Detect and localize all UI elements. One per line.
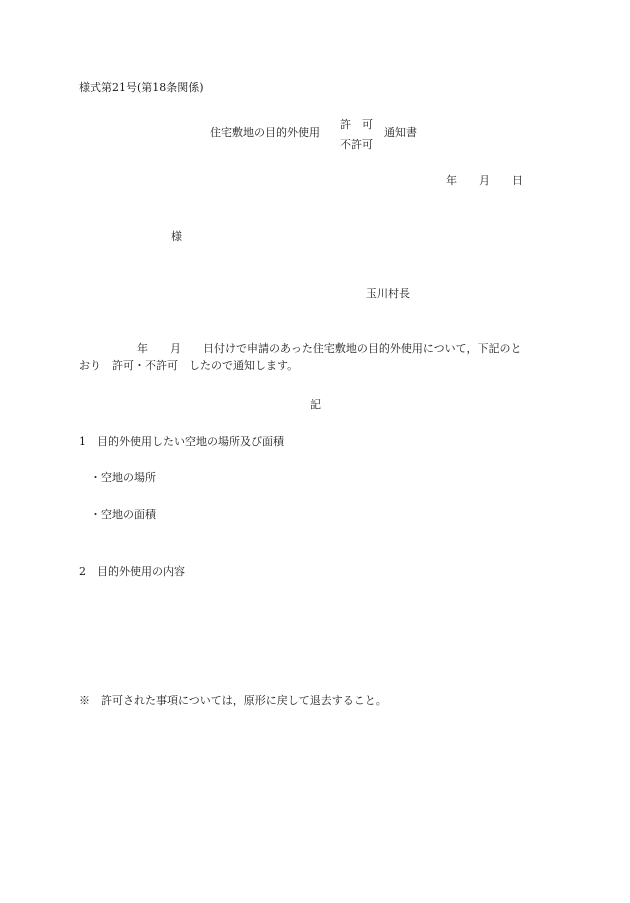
issuer-name: 玉川村長 <box>366 287 410 300</box>
title-nonpermit-option: 不許可 <box>340 138 373 151</box>
body-text-line-2: おり 許可・不許可 したので通知します。 <box>79 359 299 372</box>
title-suffix: 通知書 <box>384 126 417 139</box>
addressee-honorific: 様 <box>171 230 182 243</box>
form-number: 様式第21号(第18条関係) <box>79 81 204 94</box>
item-1-heading: 1 目的外使用したい空地の場所及び面積 <box>79 435 284 448</box>
footnote: ※ 許可された事項については，原形に戻して退去すること。 <box>79 694 387 707</box>
item-2-heading: 2 目的外使用の内容 <box>79 565 185 578</box>
ki-heading: 記 <box>310 398 321 411</box>
item-1-area-label: ・空地の面積 <box>90 508 156 521</box>
body-text-line-1: 年 月 日付けで申請のあった住宅敷地の目的外使用について，下記のと <box>137 342 522 355</box>
document-title: 住宅敷地の目的外使用 <box>210 126 320 139</box>
item-1-location-label: ・空地の場所 <box>90 471 156 484</box>
issue-date: 年 月 日 <box>446 174 523 187</box>
title-permit-option: 許 可 <box>340 118 373 131</box>
